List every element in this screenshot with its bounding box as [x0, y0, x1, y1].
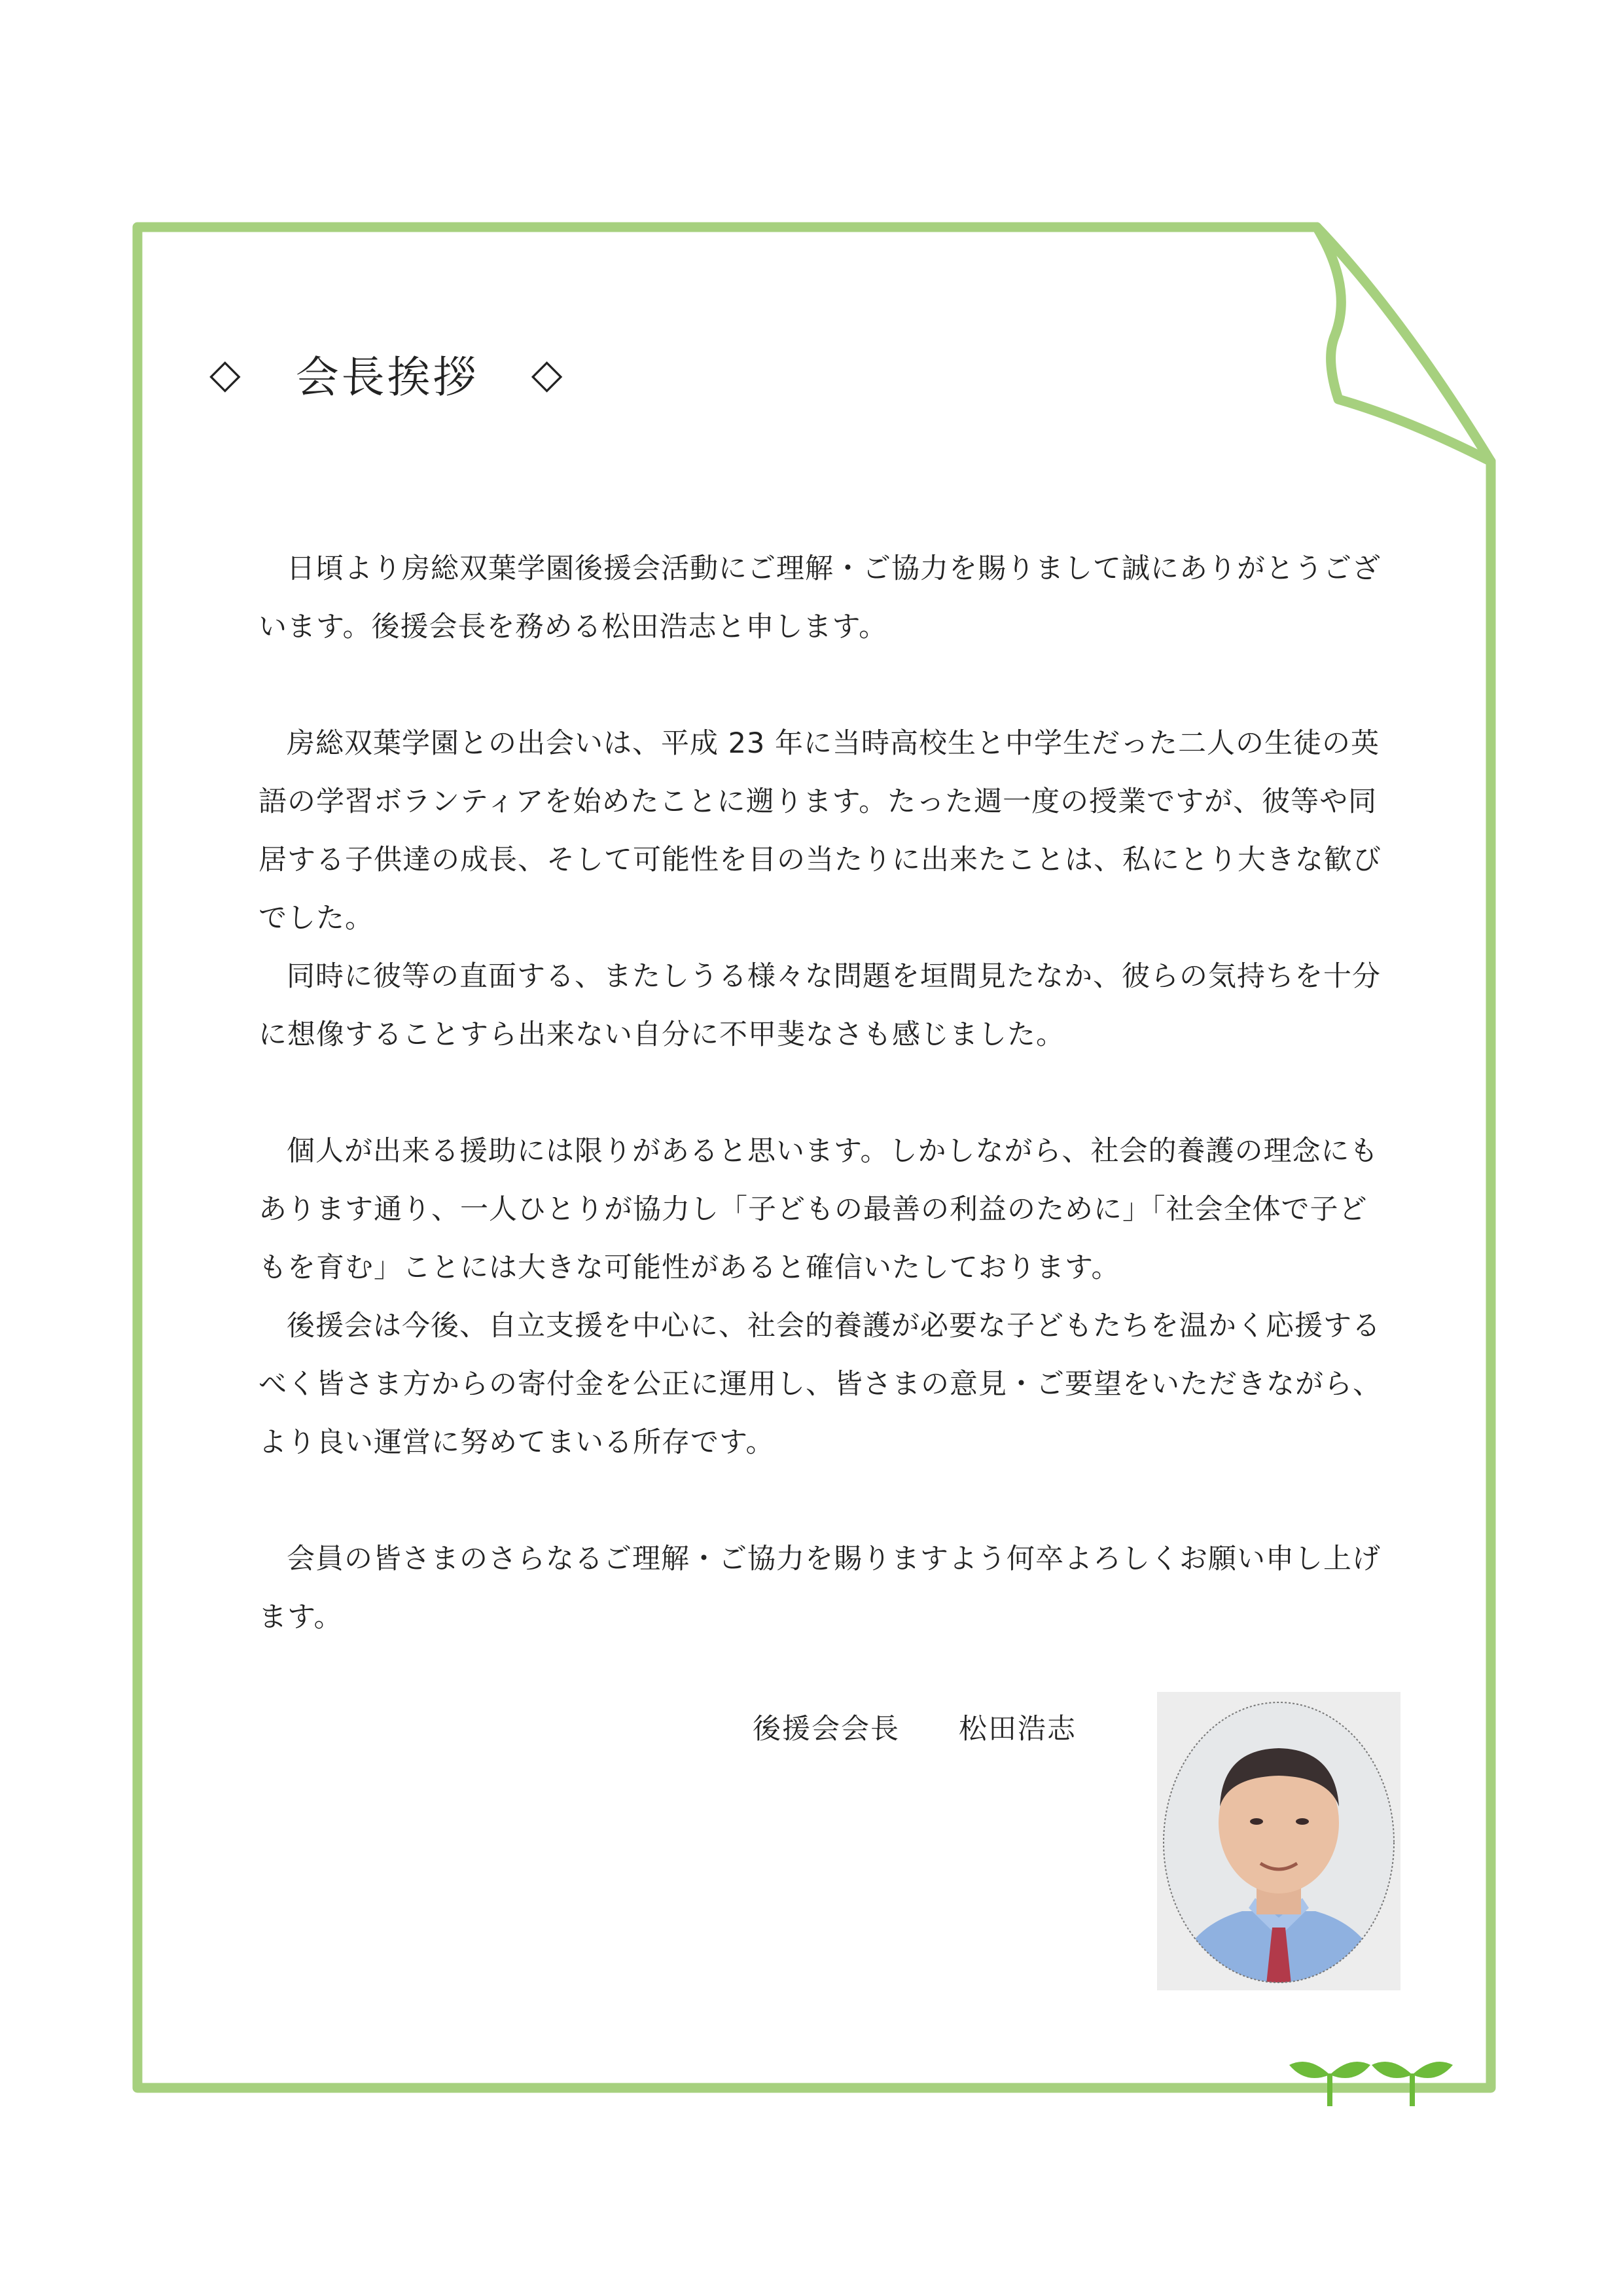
greeting-body — [259, 540, 1391, 1647]
portrait-photo — [1157, 1692, 1400, 1990]
paragraph: 会員の皆さまのさらなるご理解・ご協力を賜りますよう何卒よろしくお願い申し上げます。 — [259, 1543, 1381, 1634]
paragraph: 房総双葉学園との出会いは、平成 23 年に当時高校生と中学生だった二人の生徒の英語の学習ボランティアを始めたことに遡ります。たった週一度の授業ですが、彼等や同居する子供達の成長、そして可能性を目の当たりに出来たことは、私にとり大きな歓びでした。 — [259, 727, 1382, 935]
page-title: 会長挨拶 — [295, 351, 479, 403]
sprout-icon — [1289, 2049, 1453, 2108]
diamond-icon: ◇ — [531, 349, 565, 397]
paragraph: 同時に彼等の直面する、またしうる様々な問題を垣間見たなか、彼らの気持ちを十分に想像することすら出来ない自分に不甲斐なさも感じました。 — [259, 960, 1381, 1051]
signature-name: 松田浩志 — [959, 1713, 1077, 1746]
paragraph: 後援会は今後、自立支援を中心に、社会的養護が必要な子どもたちを温かく応援するべく皆さま方からの寄付金を公正に運用し、皆さまの意見・ご要望をいただきながら、より良い運営に努めてまいる所存です。 — [259, 1310, 1382, 1459]
paragraph: 日頃より房総双葉学園後援会活動にご理解・ご協力を賜りまして誠にありがとうございます。後援会長を務める松田浩志と申します。 — [259, 552, 1381, 643]
signature-role: 後援会会長 — [753, 1713, 900, 1746]
signature — [753, 1707, 1077, 1747]
paragraph: 個人が出来る援助には限りがあると思います。しかしながら、社会的養護の理念にもあります通り、一人ひとりが協力し「子どもの最善の利益のために」「社会全体で子どもを育む」ことには大きな可能性があると確信いたしております。 — [259, 1135, 1379, 1284]
page-heading — [209, 337, 565, 409]
diamond-icon: ◇ — [209, 349, 243, 397]
